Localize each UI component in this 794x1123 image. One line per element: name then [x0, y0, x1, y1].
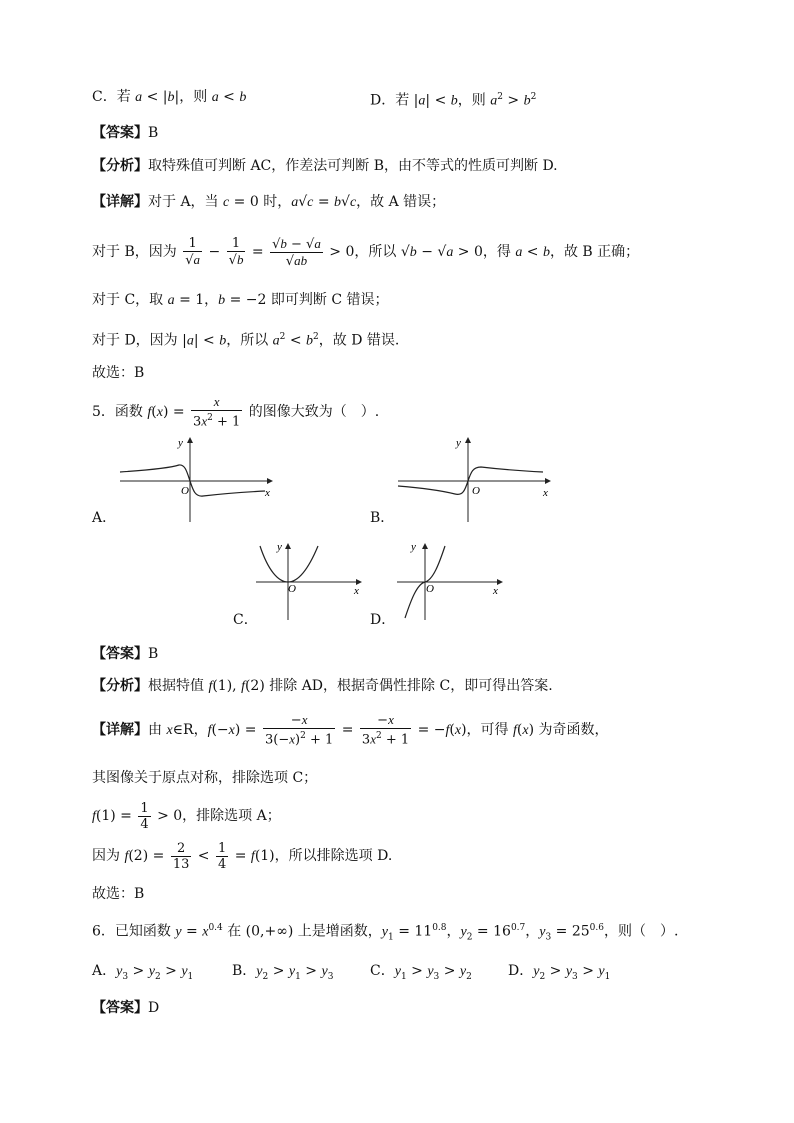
analysis-text: 取特殊值可判断 AC，作差法可判断 B，由不等式的性质可判断 D. [148, 158, 558, 174]
y-label: y [178, 437, 183, 449]
x-axis-arrow [267, 478, 273, 484]
answer-tag: 【答案】 [92, 646, 148, 662]
q5-detail-1: 【详解】由 x∈R，f(−x) = $\frac{-x}{3(-x)^2 + 1}$ = $\frac{-x}{3x^2 + 1}$ = −f(x)，可得 f(x) 为奇函数， [92, 712, 609, 748]
detail-tag: 【详解】 [92, 194, 148, 210]
q5-analysis: 【分析】根据特值 f(1), f(2) 排除 AD，根据奇偶性排除 C，即可得出答案. [92, 678, 553, 694]
q4-detail-1: 【详解】对于 A，当 c = 0 时，a√c = b√c，故 A 错误； [92, 194, 446, 210]
q5-answer [92, 644, 158, 664]
q4-analysis [92, 156, 558, 176]
y-label: y [411, 541, 416, 553]
x-label: x [354, 585, 359, 597]
q5-detail-2: 其图像关于原点对称，排除选项 C； [92, 770, 318, 786]
origin-label: O [472, 485, 480, 497]
q5-option-a-label: A． [92, 510, 117, 526]
origin-label: O [181, 485, 189, 497]
q5-detail-4: 因为 f(2) = $\frac{2}{13}$ < $\frac{1}{4}$ = f(1)，所以排除选项 D. [92, 840, 393, 872]
y-axis-arrow [187, 437, 193, 443]
q4-detail-2: 对于 B，因为 $\frac{1}{√a}$ − $\frac{1}{√b}$ = $\frac{√b - √a}{√ab}$ > 0，所以 √b − √a > 0，得 a < b，故 B 正确； [92, 235, 640, 269]
q5-option-b-label: B． [370, 510, 395, 526]
q6-option-d: D．$y_2 > y_3 > y_1$ [508, 963, 611, 982]
graph-c [252, 540, 368, 622]
origin-label: O [288, 583, 296, 595]
y-label: y [456, 437, 461, 449]
q6-stem: 6．已知函数 $y = x^{0.4}$ 在 (0,+∞) 上是增函数，$y_1 = 11^{0.8}$，$y_2 = 16^{0.7}$，$y_3 = 25^{0.6}$，则（ ）. [92, 923, 679, 943]
q4-option-d: D．若 |a| < b，则 $a^2 > b^2$ [370, 92, 537, 109]
origin-label: O [426, 583, 434, 595]
graph-a [115, 434, 275, 524]
x-axis-arrow [545, 478, 551, 484]
q6-option-c: C．$y_1 > y_3 > y_2$ [370, 963, 472, 982]
answer-tag: 【答案】 [92, 1000, 148, 1016]
x-label: x [543, 487, 548, 499]
q5-detail-3: f(1) = $\frac{1}{4}$ > 0，排除选项 A； [92, 800, 281, 832]
q4-detail-4: 对于 D，因为 |a| < b，所以 $a^2 < b^2$，故 D 错误. [92, 332, 400, 349]
x-label: x [265, 487, 270, 499]
answer-value: B [148, 646, 159, 662]
q5-option-c-label: C． [233, 612, 258, 628]
q6-answer [92, 998, 159, 1018]
x-axis-arrow [497, 579, 503, 585]
curve-c [260, 546, 318, 582]
detail-tag: 【详解】 [92, 722, 148, 738]
analysis-tag: 【分析】 [92, 158, 148, 174]
x-label: x [493, 585, 498, 597]
q5-choose: 故选：B [92, 886, 145, 902]
q4-option-c: C．若 a < |b|，则 a < b [92, 89, 247, 105]
q5-option-d-label: D． [370, 612, 396, 628]
answer-value: B [148, 125, 159, 141]
answer-tag: 【答案】 [92, 125, 148, 141]
q5-stem: 5．函数 f(x) = $\frac{x}{3x^2 + 1}$ 的图像大致为（ ）. [92, 394, 380, 430]
q4-detail-3: 对于 C，取 a = 1，b = −2 即可判断 C 错误； [92, 292, 389, 308]
y-axis-arrow [422, 543, 428, 549]
q6-option-a: A．$y_3 > y_2 > y_1$ [92, 963, 194, 982]
y-label: y [277, 541, 282, 553]
graph-b [393, 434, 553, 524]
y-axis-arrow [465, 437, 471, 443]
answer-value: D [148, 1000, 160, 1016]
q4-answer [92, 123, 158, 143]
graph-d [393, 540, 509, 622]
q4-choose: 故选：B [92, 365, 145, 381]
q6-option-b: B．$y_2 > y_1 > y_3$ [232, 963, 334, 982]
analysis-tag: 【分析】 [92, 678, 148, 694]
y-axis-arrow [285, 543, 291, 549]
